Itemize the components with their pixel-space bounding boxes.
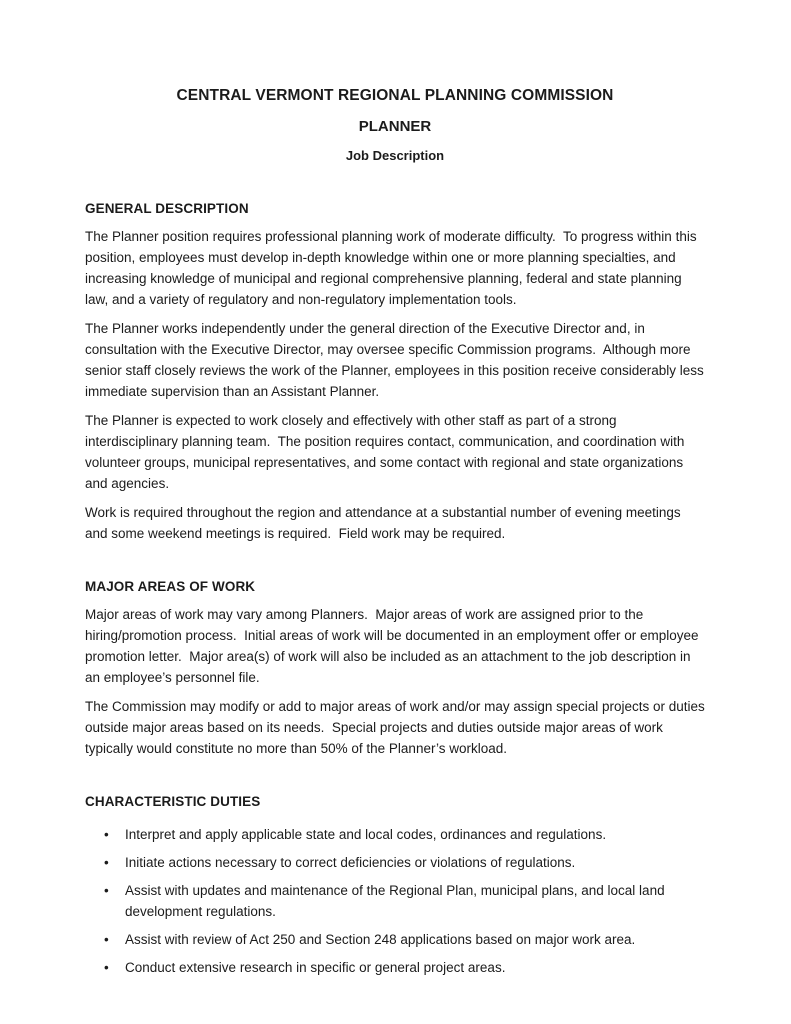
major-areas-heading: MAJOR AREAS OF WORK: [85, 579, 256, 594]
list-item: [85, 852, 705, 873]
general-description-heading: GENERAL DESCRIPTION: [85, 201, 249, 216]
general-paragraph-2: The Planner works independently under the general direction of the Executive Director and, in consultation with the Executive Director, may oversee specific Commission programs. Although more senior staff closely reviews the work of the Planner, employees in this position receive considerably less immediate supervision than an Assistant Planner.: [85, 321, 708, 399]
general-paragraph-3: The Planner is expected to work closely and effectively with other staff as part of a strong interdisciplinary planning team. The position requires contact, communication, and coordination with volunteer groups, municipal representatives, and some contact with regional and state organizations and agencies.: [85, 413, 689, 491]
bullet-icon: •: [104, 960, 109, 975]
major-areas-paragraph-2: The Commission may modify or add to major areas of work and/or may assign special projects or duties outside major areas based on its needs. Special projects and duties outside major areas of work typically would constitute no more than 50% of the Planner’s workload.: [85, 699, 709, 756]
section-major-areas-of-work: [85, 578, 709, 759]
bullet-icon: •: [104, 932, 109, 947]
list-item: [85, 929, 705, 950]
bullet-icon: •: [104, 855, 109, 870]
section-general-description: [85, 200, 708, 544]
duty-text: Interpret and apply applicable state and local codes, ordinances and regulations.: [125, 827, 607, 842]
major-areas-paragraph-1: Major areas of work may vary among Planners. Major areas of work are assigned prior to the hiring/promotion process. Initial areas of work will be documented in an employment offer or employee promotion letter. Major area(s) of work will also be included as an attachment to the job description in an employee’s personnel file.: [85, 607, 703, 685]
general-paragraph-1: The Planner position requires professional planning work of moderate difficulty. To progress within this position, employees must develop in-depth knowledge within one or more planning specialties, and increasing knowledge of municipal and regional comprehensive planning, federal and state planning law, and a variety of regulatory and non-regulatory implementation tools.: [85, 229, 701, 307]
list-item: [85, 957, 705, 978]
document-title: CENTRAL VERMONT REGIONAL PLANNING COMMISSION: [176, 87, 614, 104]
duty-text: Assist with updates and maintenance of the Regional Plan, municipal plans, and local land development regulations.: [125, 883, 669, 919]
duty-text: Conduct extensive research in specific or general project areas.: [125, 960, 506, 975]
document-type-label: Job Description: [345, 148, 445, 163]
document-header: [85, 88, 705, 163]
list-item: [85, 880, 705, 922]
bullet-icon: •: [104, 883, 109, 898]
bullet-icon: •: [104, 827, 109, 842]
general-paragraph-4: Work is required throughout the region and attendance at a substantial number of evening meetings and some weekend meetings is required. Field work may be required.: [85, 505, 685, 541]
section-characteristic-duties: [85, 793, 705, 978]
duty-text: Assist with review of Act 250 and Section 248 applications based on major work area.: [125, 932, 636, 947]
duty-text: Initiate actions necessary to correct deficiencies or violations of regulations.: [125, 855, 576, 870]
characteristic-duties-heading: CHARACTERISTIC DUTIES: [85, 794, 261, 809]
position-title: PLANNER: [358, 118, 432, 135]
duties-bullet-list: [85, 824, 705, 978]
list-item: [85, 824, 705, 845]
